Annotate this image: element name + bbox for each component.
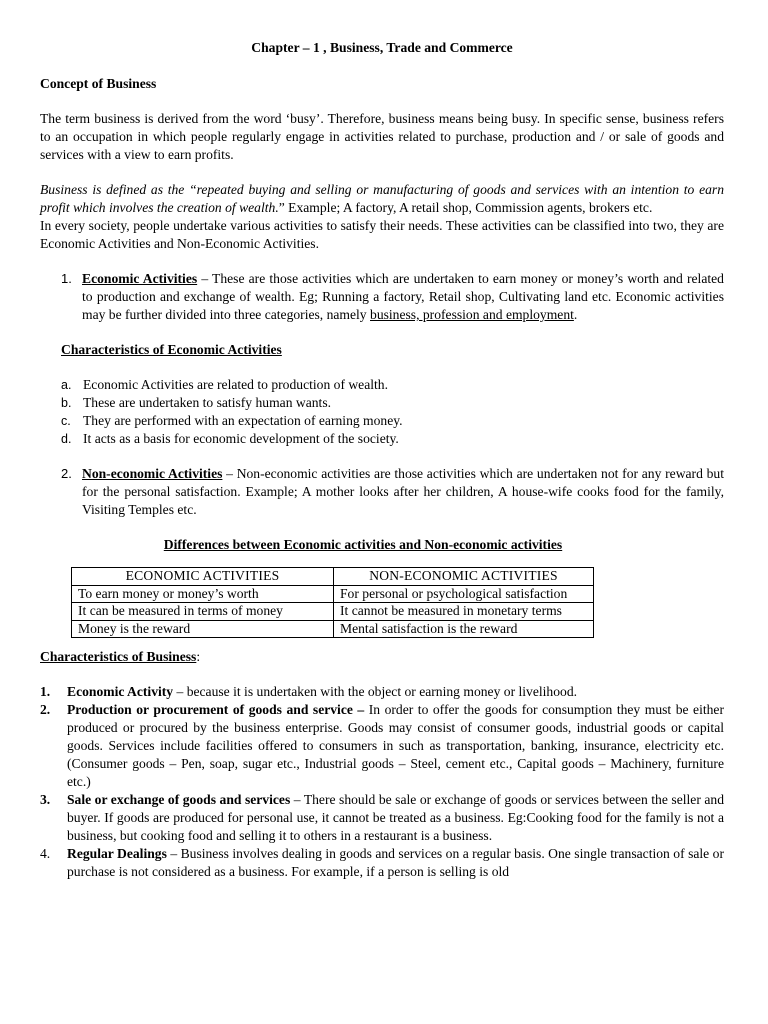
list-item: 2. Production or procurement of goods and service – In order to offer the goods for consumption they must be either produced or procured by the business enterprise. Goods may consist of consumer goods, industrial goods or capital goods. Services include facilities offered to consumers in such as transportation, banking, insurance, electricity etc. (Consumer goods – Pen, soap, sugar etc., Industrial goods – Steel, cement etc., Capital goods – Machinery, furniture etc.) (40, 702, 724, 789)
table-row (72, 620, 594, 638)
table-row (72, 603, 594, 621)
list-item: b. These are undertaken to satisfy human wants. (61, 395, 332, 410)
concept-paragraph: The term business is derived from the word ‘busy’. Therefore, business means being busy. In specific sense, business refers to an occupation in which people regularly engage in activities related to purchase, production and / or sale of goods and services with a view to earn profits. (40, 111, 724, 162)
economic-activities-item (61, 270, 724, 324)
non-economic-activities-item (61, 465, 724, 519)
differences-heading: Differences between Economic activities and Non-economic activities (163, 537, 563, 552)
characteristics-economic-heading: Characteristics of Economic Activities (61, 342, 282, 357)
definition-paragraph (40, 181, 724, 217)
non-economic-number: 2. (61, 466, 72, 481)
economic-number: 1. (61, 271, 72, 286)
document-page (40, 38, 724, 881)
table-cell: For personal or psychological satisfaction (334, 585, 594, 603)
characteristics-business-list (40, 683, 724, 881)
table-cell: To earn money or money’s worth (72, 585, 334, 603)
concept-heading: Concept of Business (40, 76, 157, 91)
non-economic-text: Non-economic Activities – Non-economic activities are those activities which are undertaken not for any reward but for the personal satisfaction. Example; A mother looks after her children, A house-wife cooks food for the family, Visiting Temples etc. (82, 466, 724, 517)
list-item: 1. Economic Activity – because it is undertaken with the object or earning money or livelihood. (40, 684, 578, 699)
table-cell: Money is the reward (72, 620, 334, 638)
differences-table (71, 567, 594, 638)
table-header-non-economic: NON-ECONOMIC ACTIVITIES (334, 568, 594, 586)
characteristics-business-heading: Characteristics of Business: (40, 649, 201, 664)
table-header-economic: ECONOMIC ACTIVITIES (72, 568, 334, 586)
list-item: 3. Sale or exchange of goods and services – There should be sale or exchange of goods or services between the seller and buyer. If goods are produced for personal use, it cannot be treated as a business. Eg:Cooking food for the family is not a business, but cooking food and selling it to others in a restaurant is a business. (40, 792, 724, 843)
activities-intro-paragraph: In every society, people undertake various activities to satisfy their needs. These activities can be classified into two, they are Economic Activities and Non-Economic Activities. (40, 218, 724, 251)
definition-rest: ” Example; A factory, A retail shop, Commission agents, brokers etc. (278, 200, 653, 215)
table-cell: It cannot be measured in monetary terms (334, 603, 594, 621)
chapter-title: Chapter – 1 , Business, Trade and Commerce (251, 40, 513, 55)
list-item: c. They are performed with an expectation of earning money. (61, 413, 403, 428)
list-item: d. It acts as a basis for economic development of the society. (61, 431, 399, 446)
table-cell: It can be measured in terms of money (72, 603, 334, 621)
economic-text: Economic Activities – These are those activities which are undertaken to earn money or money’s worth and related to production and exchange of wealth. Eg; Running a factory, Retail shop, Cultivating land etc. Economic activities may be further divided into three categories, namely business, profession and employment. (82, 271, 724, 322)
table-row (72, 585, 594, 603)
economic-categories: business, profession and employment (370, 307, 574, 322)
table-header-row (72, 568, 594, 586)
characteristics-economic-list (61, 376, 724, 448)
list-item: 4. Regular Dealings – Business involves dealing in goods and services on a regular basis. One single transaction of sale or purchase is not considered as a business. For example, if a person is selling is old (40, 846, 724, 879)
definition-italic: Business is defined as the “repeated buying and selling or manufacturing of goods and services with an intention to earn profit which involves the creation of wealth. (40, 182, 724, 215)
list-item: a. Economic Activities are related to production of wealth. (61, 377, 389, 392)
table-cell: Mental satisfaction is the reward (334, 620, 594, 638)
